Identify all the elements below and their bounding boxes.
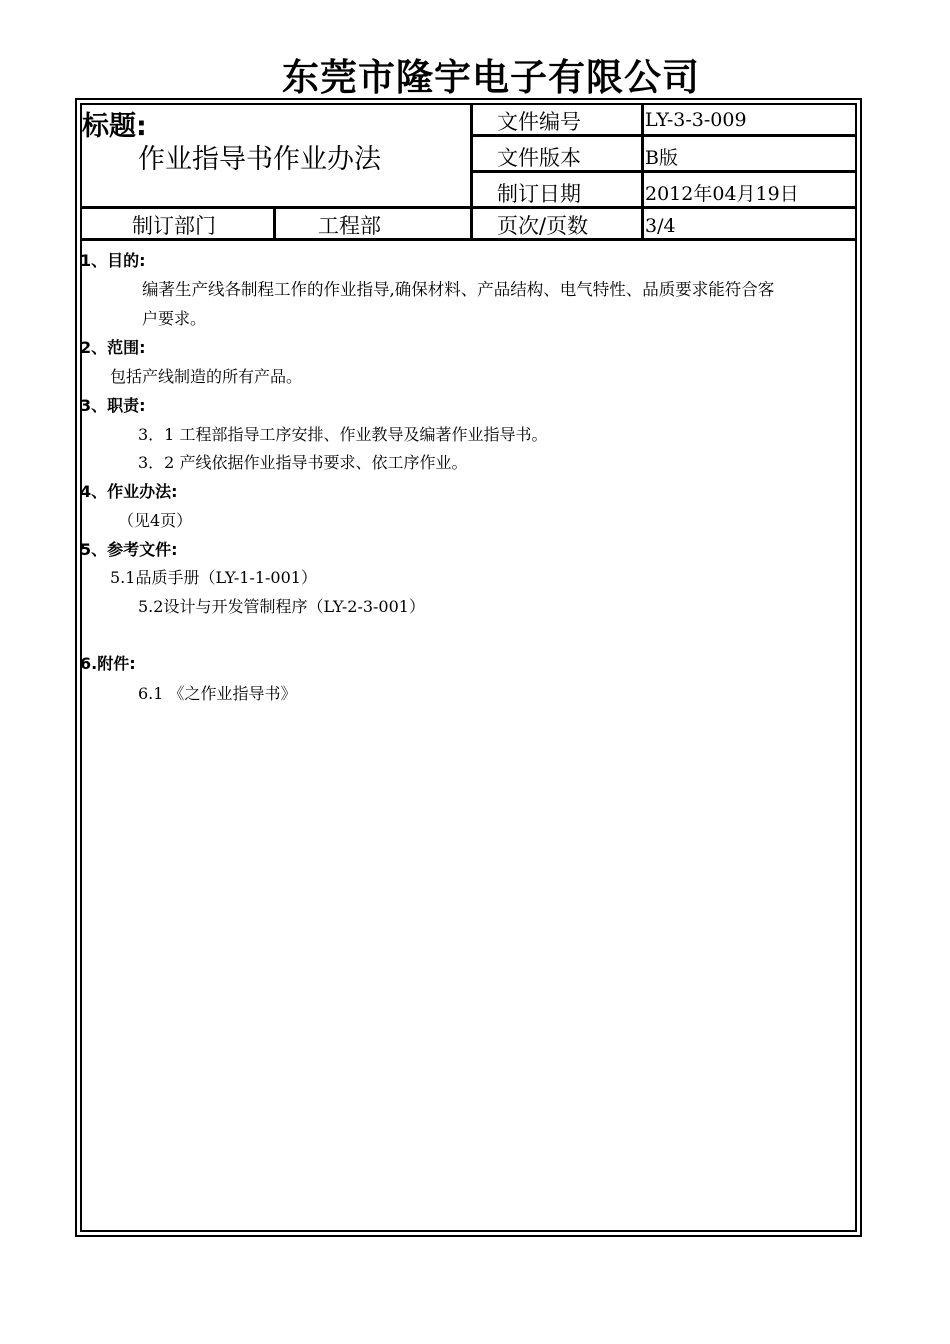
section-5-item-1: 5.1品质手册（LY-1-1-001） (110, 568, 317, 587)
dept-label: 制订部门 (132, 214, 216, 238)
date-label: 制订日期 (497, 182, 581, 206)
doc-number-value: LY-3-3-009 (645, 109, 747, 131)
section-6-heading: 6.附件: (80, 654, 136, 673)
section-4-heading: 4、作业办法: (80, 482, 178, 501)
date-value: 2012年04月19日 (645, 183, 799, 205)
company-name: 东莞市隆宇电子有限公司 (282, 56, 700, 99)
dept-value: 工程部 (318, 214, 381, 238)
title-label: 标题: (82, 111, 147, 142)
page-label: 页次/页数 (497, 214, 589, 238)
section-3-item-2: 3．2 产线依据作业指导书要求、依工序作业。 (138, 453, 468, 472)
section-4-text: （见4页） (118, 511, 193, 530)
section-1-text-line-2: 户要求。 (142, 309, 207, 328)
section-6-item-1: 6.1 《之作业指导书》 (138, 684, 297, 703)
section-1-text-line-1: 编著生产线各制程工作的作业指导,确保材料、产品结构、电气特性、品质要求能符合客 (142, 280, 775, 299)
document-inner-border (80, 103, 857, 1232)
page-value: 3/4 (645, 215, 676, 237)
version-value: B版 (645, 147, 678, 169)
header-divider-value (641, 103, 644, 241)
header-divider-label (470, 103, 473, 241)
section-3-item-1: 3．1 工程部指导工序安排、作业教导及编著作业指导书。 (138, 425, 548, 444)
section-1-heading: 1、目的: (80, 251, 146, 270)
version-label: 文件版本 (497, 146, 581, 170)
document-title: 作业指导书作业办法 (138, 144, 381, 175)
section-5-heading: 5、参考文件: (80, 540, 178, 559)
header-divider-dept (273, 206, 276, 241)
section-2-text: 包括产线制造的所有产品。 (110, 367, 303, 386)
doc-number-label: 文件编号 (497, 110, 581, 134)
section-5-item-2: 5.2设计与开发管制程序（LY-2-3-001） (138, 597, 425, 616)
section-3-heading: 3、职责: (80, 396, 146, 415)
section-2-heading: 2、范围: (80, 338, 146, 357)
